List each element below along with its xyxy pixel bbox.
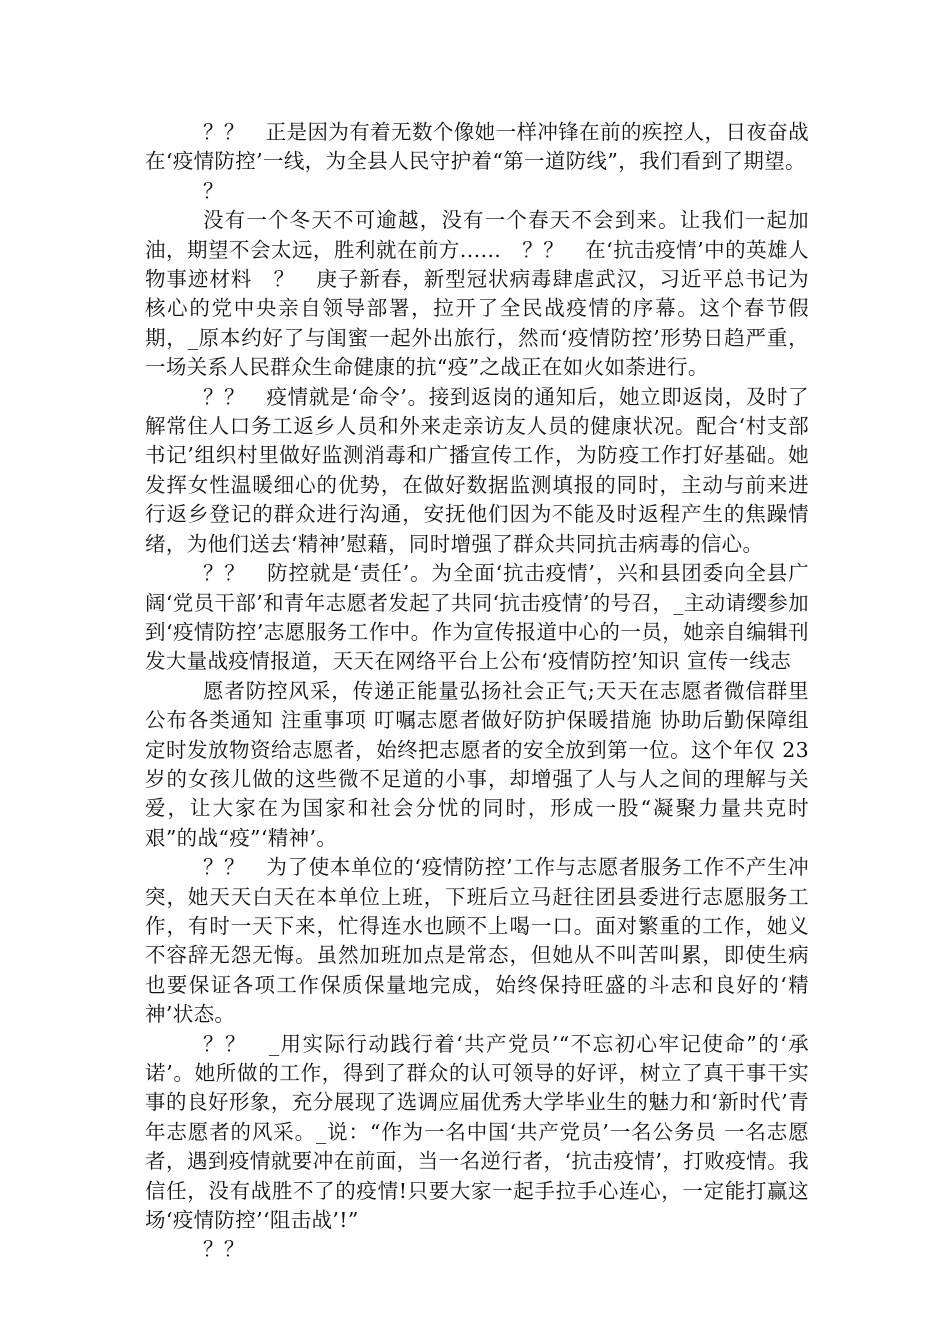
paragraph-closing-marks: ？？	[203, 1237, 245, 1262]
paragraph-spring-new-year: 没有一个冬天不可逾越，没有一个春天不会到来。让我们一起加油，期望不会太远，胜利就在前方...... ？？ 在‘抗击疫情’中的英雄人物事迹材料 ？ 庚子新春，新型冠状病毒肆虐武汉，习近平总书记为核心的党中央亲自领导部署，拉开了全民战疫情的序幕。这个春节假期，_原本约好了与闺蜜一起外出旅行，然而‘疫情防控’形势日趋严重，一场关系人民群众生命健康的抗“疫”之战正在如火如荼进行。	[145, 208, 809, 380]
paragraph-party-commitment: ？？ _用实际行动践行着‘共产党员’“不忘初心牢记使命”的‘承诺’。她所做的工作，得到了群众的认可领导的好评，树立了真干事干实事的良好形象，充分展现了选调应届优秀大学毕业生的魅力和‘新时代’青年志愿者的风采。_说：“作为一名中国‘共产党员’一名公务员 一名志愿者，遇到疫情就要冲在前面，当一名逆行者，‘抗击疫情’，打败疫情。我信任，没有战胜不了的疫情!只要大家一起手拉手心连心，一定能打赢这场‘疫情防控’‘阻击战’!”	[145, 1031, 809, 1233]
paragraph-hope: ？？ 正是因为有着无数个像她一样冲锋在前的疾控人，日夜奋战在‘疫情防控’一线，为全县人民守护着“第一道防线”，我们看到了期望。	[145, 120, 809, 174]
paragraph-prevention-responsibility: ？？ 防控就是‘责任’。为全面‘抗击疫情’，兴和县团委向全县广阔‘党员干部’和青年志愿者发起了共同‘抗击疫情’的号召，_主动请缨参加到‘疫情防控’志愿服务工作中。作为宣传报道中心的一员，她亲自编辑刊发大量战疫情报道，天天在网络平台上公布‘疫情防控’知识 宣传一线志	[145, 561, 809, 674]
paragraph-volunteer-spirit: 愿者防控风采，传递正能量弘扬社会正气;天天在志愿者微信群里公布各类通知 注重事项 叮嘱志愿者做好防护保暖措施 协助后勤保障组定时发放物资给志愿者，始终把志愿者的安全放到第一位。这个年仅 23 岁的女孩儿做的这些微不足道的小事，却增强了人与人之间的理解与关爱，让大家在为国家和社会分忧的同时，形成一股“凝聚力量共克时艰”的战“疫”‘精神’。	[145, 678, 809, 850]
paragraph-question-mark: ？	[203, 178, 224, 203]
paragraph-work-balance: ？？ 为了使本单位的‘疫情防控’工作与志愿者服务工作不产生冲突，她天天白天在本单位上班，下班后立马赶往团县委进行志愿服务工作，有时一天下来，忙得连水也顾不上喝一口。面对繁重的工作，她义不容辞无怨无悔。虽然加班加点是常态，但她从不叫苦叫累，即使生病也要保证各项工作保质保量地完成，始终保持旺盛的斗志和良好的‘精神’状态。	[145, 855, 809, 1027]
paragraph-epidemic-command: ？？ 疫情就是‘命令’。接到返岗的通知后，她立即返岗，及时了解常住人口务工返乡人员和外来走亲访友人员的健康状况。配合‘村支部书记’组织村里做好监测消毒和广播宣传工作，为防疫工作打好基础。她发挥女性温暖细心的优势，在做好数据监测填报的同时，主动与前来进行返乡登记的群众进行沟通，安抚他们因为不能及时返程产生的焦躁情绪，为他们送去‘精神’慰藉，同时增强了群众共同抗击病毒的信心。	[145, 384, 809, 556]
document-body	[145, 118, 809, 1265]
